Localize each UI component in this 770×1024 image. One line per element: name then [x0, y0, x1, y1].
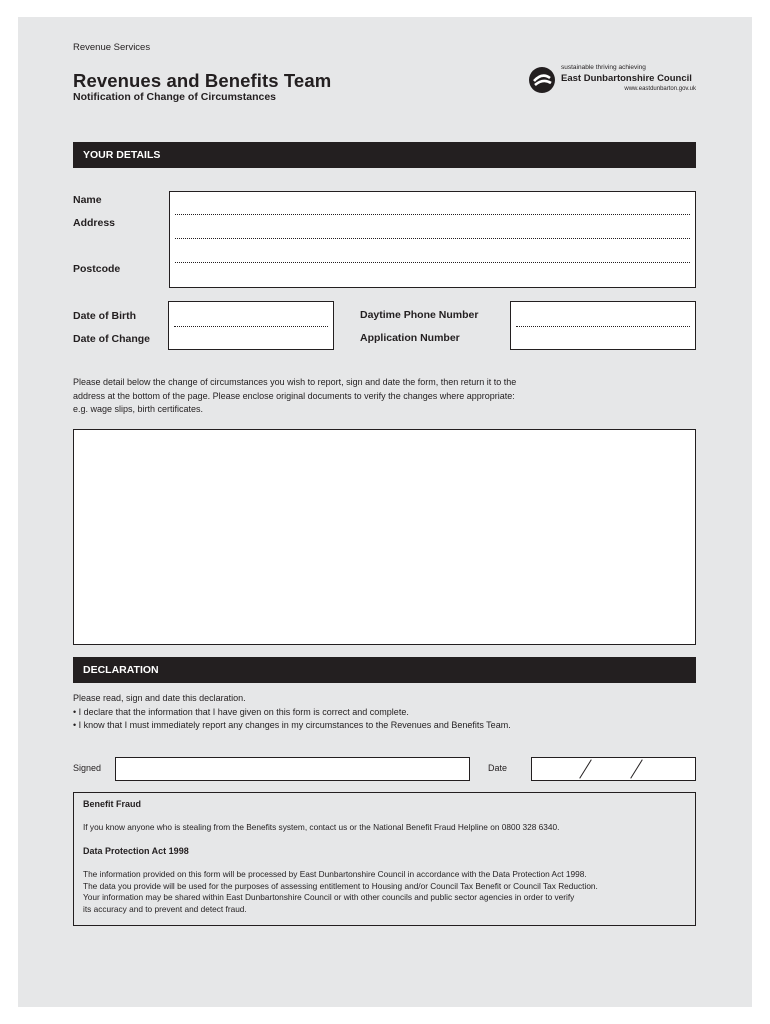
logo-tagline: sustainable thriving achieving — [561, 64, 646, 71]
phone-application-field[interactable] — [510, 301, 696, 350]
name-label: Name — [73, 194, 102, 206]
dates-field[interactable] — [168, 301, 334, 350]
phone-label: Daytime Phone Number — [360, 309, 479, 321]
council-e-icon — [528, 66, 556, 94]
address-label: Address — [73, 217, 116, 229]
form-page — [18, 17, 752, 1007]
council-logo — [526, 64, 696, 100]
logo-website: www.eastdunbarton.gov.uk — [624, 86, 696, 92]
phone-line — [516, 326, 690, 327]
postcode-line — [175, 262, 690, 263]
signature-field[interactable] — [115, 757, 470, 781]
declaration-text: Please read, sign and date this declaration. • I declare that the information that I have given on this form is correct and complete. • I know that I must immediately report any changes in my circumstances to the Revenues and Benefits Team. — [73, 693, 511, 730]
date-change-label: Date of Change — [73, 333, 151, 345]
postcode-label: Postcode — [73, 263, 121, 275]
dob-label: Date of Birth — [73, 310, 136, 322]
data-protection-text: The information provided on this form will be processed by East Dunbartonshire Council in accordance with the Data Protection Act 1998. The data you provide will be used for the purposes of assessing entitlement to Housing and/or Council Tax Benefit or Council Tax Reduction. Your information may be shared within East Dunbartonshire Council or with other councils and public sector agencies in order to verify its accuracy and to prevent and detect fraud. — [83, 869, 598, 914]
information-box — [73, 792, 696, 926]
instructions-text: Please detail below the change of circumstances you wish to report, sign and date the form, then return it to the address at the bottom of the page. Please enclose original documents to verify the changes where appropriate: e.g. wage slips, birth certificates. — [73, 377, 517, 414]
address-line — [175, 238, 690, 239]
dob-line — [174, 326, 328, 327]
benefit-fraud-title: Benefit Fraud — [83, 799, 142, 809]
name-address-field[interactable] — [169, 191, 696, 288]
change-details-textarea[interactable] — [73, 429, 696, 645]
date-separator-1 — [579, 759, 592, 778]
benefit-fraud-text: If you know anyone who is stealing from the Benefits system, contact us or the National Benefit Fraud Helpline on 0800 328 6340. — [83, 822, 560, 832]
signed-label: Signed — [73, 763, 102, 773]
name-line — [175, 214, 690, 215]
declaration-header: DECLARATION — [73, 657, 696, 683]
your-details-header: YOUR DETAILS — [73, 142, 696, 168]
date-label: Date — [488, 763, 508, 773]
data-protection-title: Data Protection Act 1998 — [83, 846, 189, 856]
date-separator-2 — [630, 759, 643, 778]
page-subtitle: Notification of Change of Circumstances — [73, 91, 277, 103]
department-label: Revenue Services — [73, 42, 151, 53]
application-number-label: Application Number — [360, 332, 460, 344]
signature-date-field[interactable] — [531, 757, 696, 781]
page-title: Revenues and Benefits Team — [73, 70, 332, 91]
logo-council-name: East Dunbartonshire Council — [561, 73, 692, 84]
